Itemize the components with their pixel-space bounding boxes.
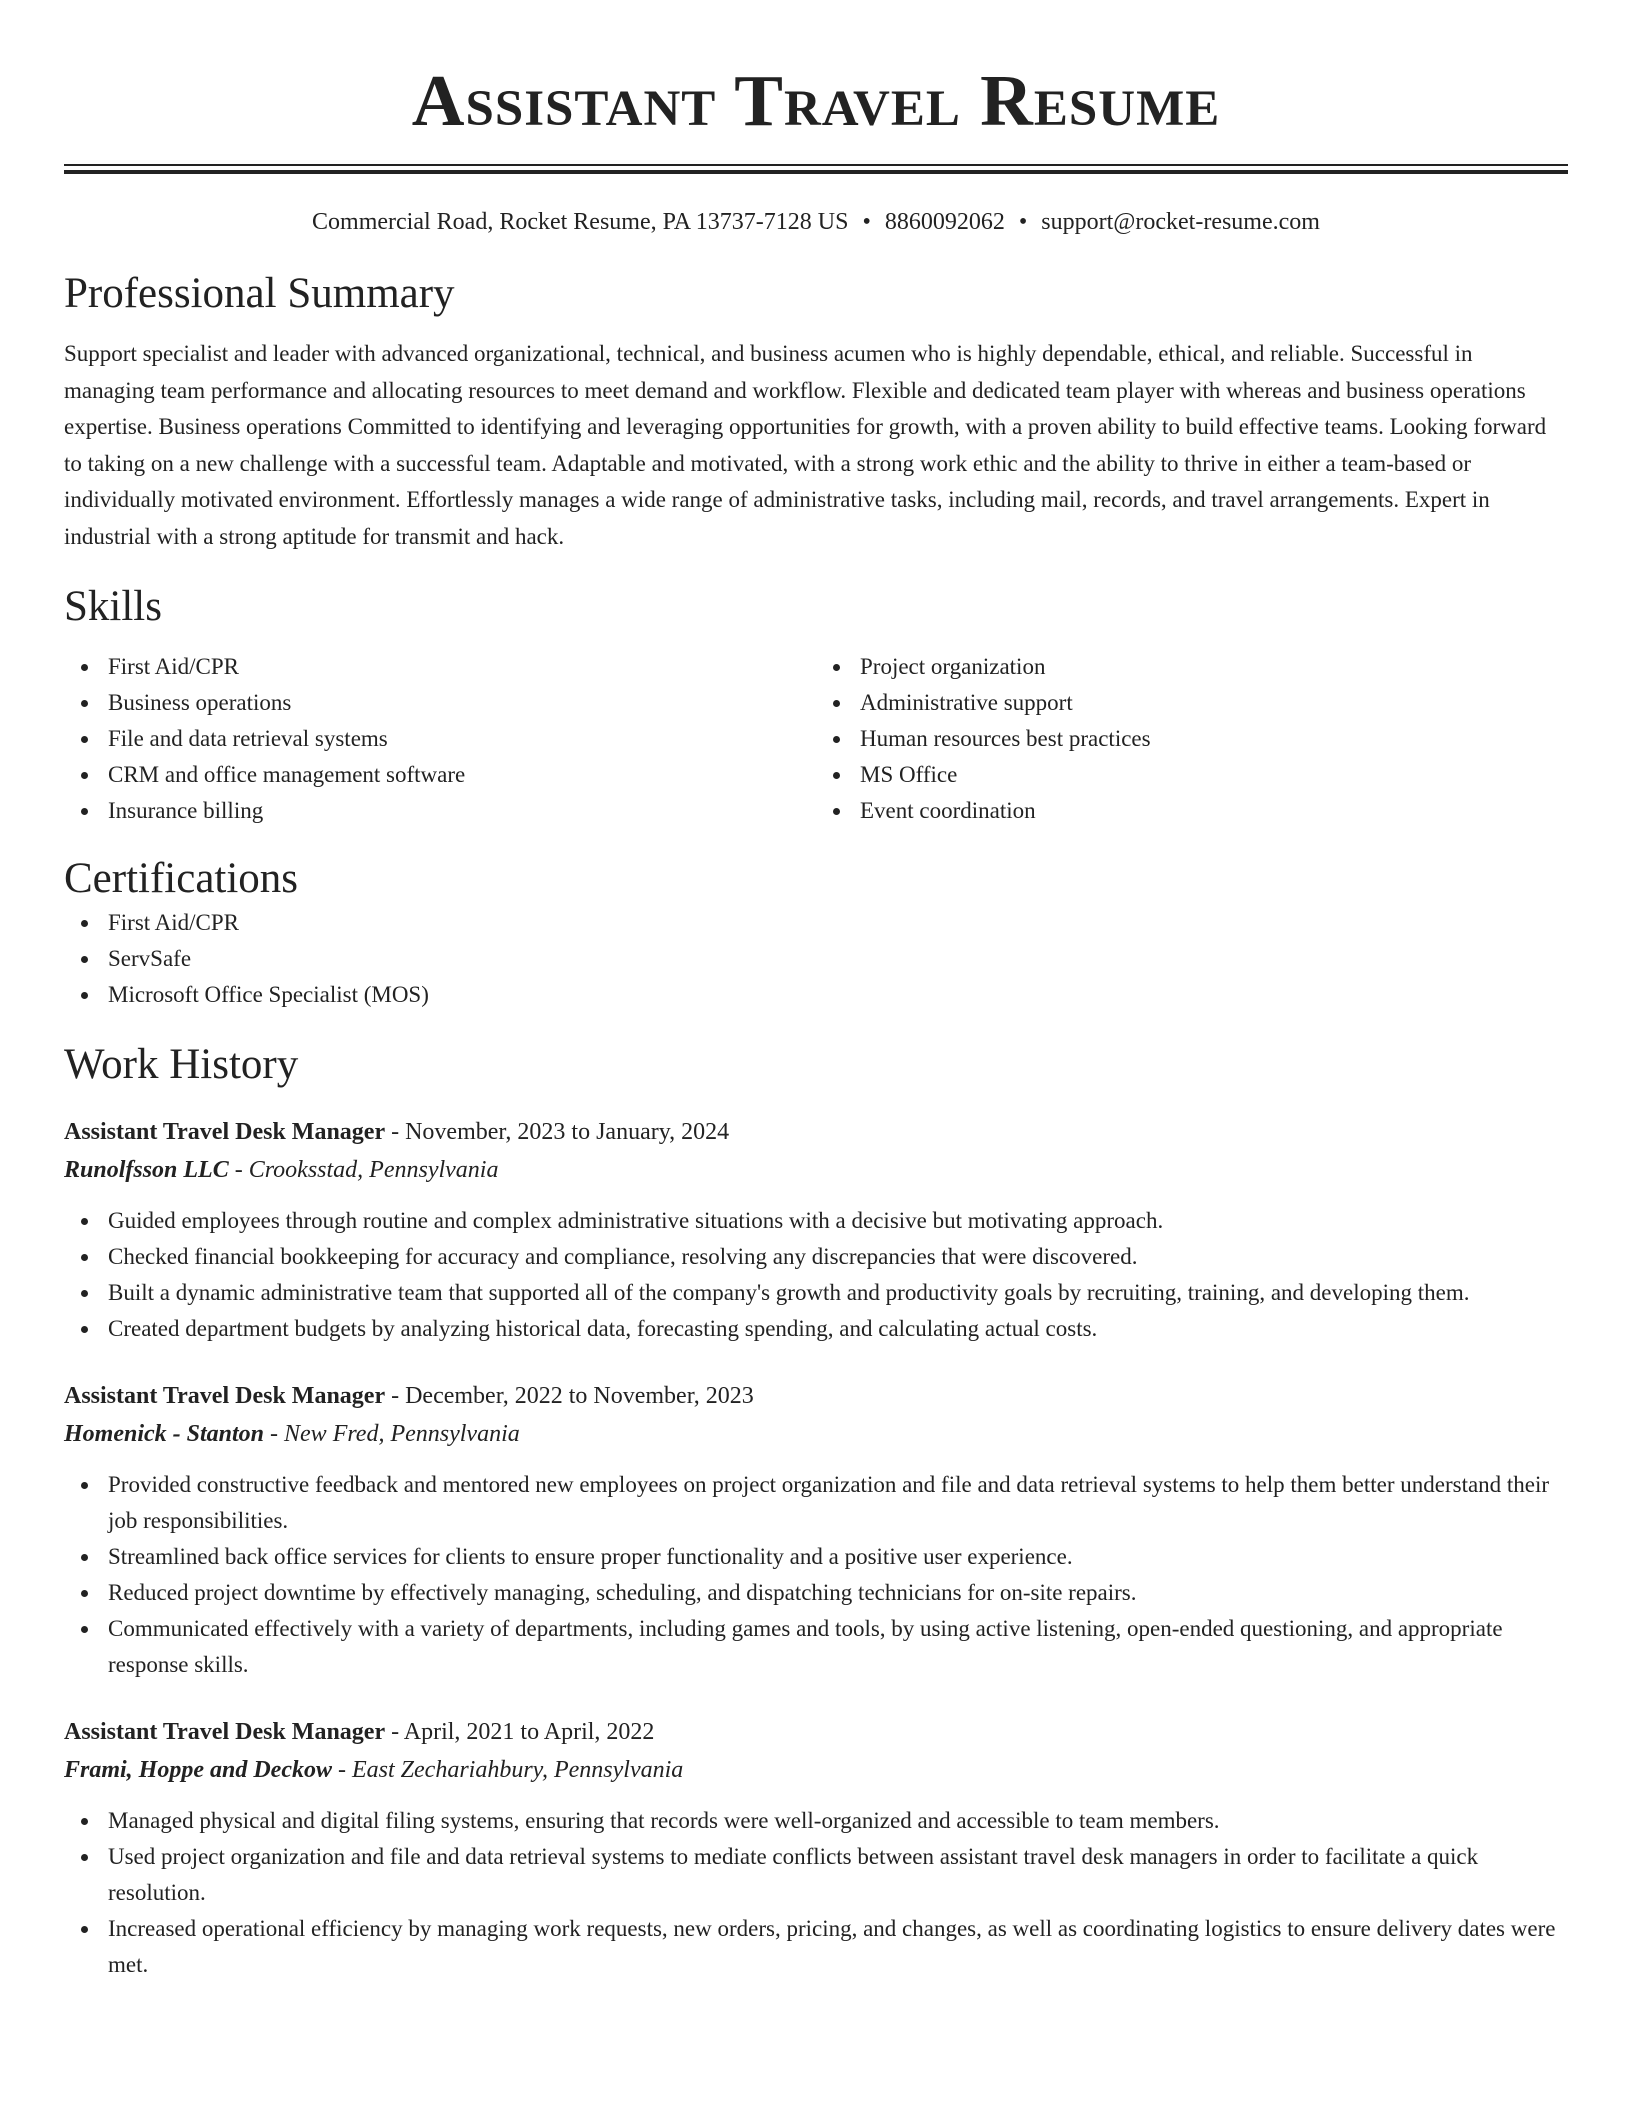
job-bullets xyxy=(64,1467,1568,1683)
contact-phone: 8860092062 xyxy=(884,209,1005,235)
skills-list-right xyxy=(816,649,1568,829)
company-line xyxy=(64,1751,1568,1789)
company-name: Frami, Hoppe and Deckow xyxy=(64,1757,332,1783)
job-entry xyxy=(64,1713,1568,1983)
job-dates: - April, 2021 to April, 2022 xyxy=(391,1719,655,1745)
skill-item: MS Office xyxy=(860,757,1568,793)
job-bullets xyxy=(64,1203,1568,1347)
skill-item: Business operations xyxy=(108,685,816,721)
company-name: Runolfsson LLC xyxy=(64,1157,229,1183)
skills-heading: Skills xyxy=(64,583,162,630)
skills-column-right xyxy=(816,649,1568,829)
contact-line xyxy=(64,206,1568,238)
job-bullet: Increased operational efficiency by managing work requests, new orders, pricing, and changes, as well as coordinating logistics to ensure delivery dates were met. xyxy=(108,1911,1568,1983)
title-divider xyxy=(64,164,1568,174)
job-bullet: Reduced project downtime by effectively managing, scheduling, and dispatching technicians for on-site repairs. xyxy=(108,1575,1568,1611)
skills-grid xyxy=(64,649,1568,829)
company-name: Homenick - Stanton xyxy=(64,1421,265,1447)
skills-column-left xyxy=(64,649,816,829)
job-entry xyxy=(64,1377,1568,1683)
company-location: - New Fred, Pennsylvania xyxy=(270,1421,520,1447)
summary-heading: Professional Summary xyxy=(64,270,455,317)
company-line xyxy=(64,1415,1568,1453)
company-location: - Crooksstad, Pennsylvania xyxy=(234,1157,499,1183)
job-dates: - December, 2022 to November, 2023 xyxy=(391,1383,754,1409)
job-bullet: Managed physical and digital filing systems, ensuring that records were well-organized and accessible to team members. xyxy=(108,1803,1568,1839)
contact-separator: • xyxy=(862,209,871,235)
skills-list-left xyxy=(64,649,816,829)
work-history-heading: Work History xyxy=(64,1041,299,1088)
job-bullet: Built a dynamic administrative team that supported all of the company's growth and productivity goals by recruiting, training, and developing them. xyxy=(108,1275,1568,1311)
skill-item: File and data retrieval systems xyxy=(108,721,816,757)
skill-item: Project organization xyxy=(860,649,1568,685)
certifications-heading: Certifications xyxy=(64,855,299,902)
job-bullets xyxy=(64,1803,1568,1983)
skill-item: Event coordination xyxy=(860,793,1568,829)
contact-address: Commercial Road, Rocket Resume, PA 13737-7128 US xyxy=(312,209,849,235)
skill-item: Human resources best practices xyxy=(860,721,1568,757)
skill-item: First Aid/CPR xyxy=(108,649,816,685)
company-line xyxy=(64,1151,1568,1189)
certifications-list xyxy=(64,905,1568,1013)
job-title: Assistant Travel Desk Manager xyxy=(64,1119,386,1145)
job-bullet: Communicated effectively with a variety of departments, including games and tools, by using active listening, open-ended questioning, and appropriate response skills. xyxy=(108,1611,1568,1683)
job-bullet: Checked financial bookkeeping for accuracy and compliance, resolving any discrepancies that were discovered. xyxy=(108,1239,1568,1275)
job-bullet: Guided employees through routine and complex administrative situations with a decisive but motivating approach. xyxy=(108,1203,1568,1239)
job-bullet: Streamlined back office services for clients to ensure proper functionality and a positive user experience. xyxy=(108,1539,1568,1575)
contact-separator: • xyxy=(1018,209,1028,235)
skill-item: Insurance billing xyxy=(108,793,816,829)
job-title-line xyxy=(64,1377,1568,1415)
job-bullet: Used project organization and file and data retrieval systems to mediate conflicts between assistant travel desk managers in order to facilitate a quick resolution. xyxy=(108,1839,1568,1911)
job-title: Assistant Travel Desk Manager xyxy=(64,1383,386,1409)
certification-item: First Aid/CPR xyxy=(108,905,1568,941)
job-bullet: Provided constructive feedback and mentored new employees on project organization and file and data retrieval systems to help them better understand their job responsibilities. xyxy=(108,1467,1568,1539)
job-title-line xyxy=(64,1113,1568,1151)
job-bullet: Created department budgets by analyzing historical data, forecasting spending, and calculating actual costs. xyxy=(108,1311,1568,1347)
job-entry xyxy=(64,1113,1568,1347)
certification-item: Microsoft Office Specialist (MOS) xyxy=(108,977,1568,1013)
company-location: - East Zechariahbury, Pennsylvania xyxy=(338,1757,684,1783)
summary-text: Support specialist and leader with advanced organizational, technical, and business acumen who is highly dependable, ethical, and reliable. Successful in managing team performance and allocating resources to meet demand and workflow. Flexible and dedicated team player with whereas and business operations expertise. Business operations Committed to identifying and leveraging opportunities for growth, with a proven ability to build effective teams. Looking forward to taking on a new challenge with a successful team. Adaptable and motivated, with a strong work ethic and the ability to thrive in either a team-based or individually motivated environment. Effortlessly manages a wide range of administrative tasks, including mail, records, and travel arrangements. Expert in industrial with a strong aptitude for transmit and hack. xyxy=(64,341,1547,549)
job-title-line xyxy=(64,1713,1568,1751)
resume-title: Assistant Travel Resume xyxy=(411,60,1221,141)
job-title: Assistant Travel Desk Manager xyxy=(64,1719,386,1745)
skill-item: CRM and office management software xyxy=(108,757,816,793)
skill-item: Administrative support xyxy=(860,685,1568,721)
certification-item: ServSafe xyxy=(108,941,1568,977)
job-dates: - November, 2023 to January, 2024 xyxy=(391,1119,730,1145)
contact-email: support@rocket-resume.com xyxy=(1041,209,1320,235)
